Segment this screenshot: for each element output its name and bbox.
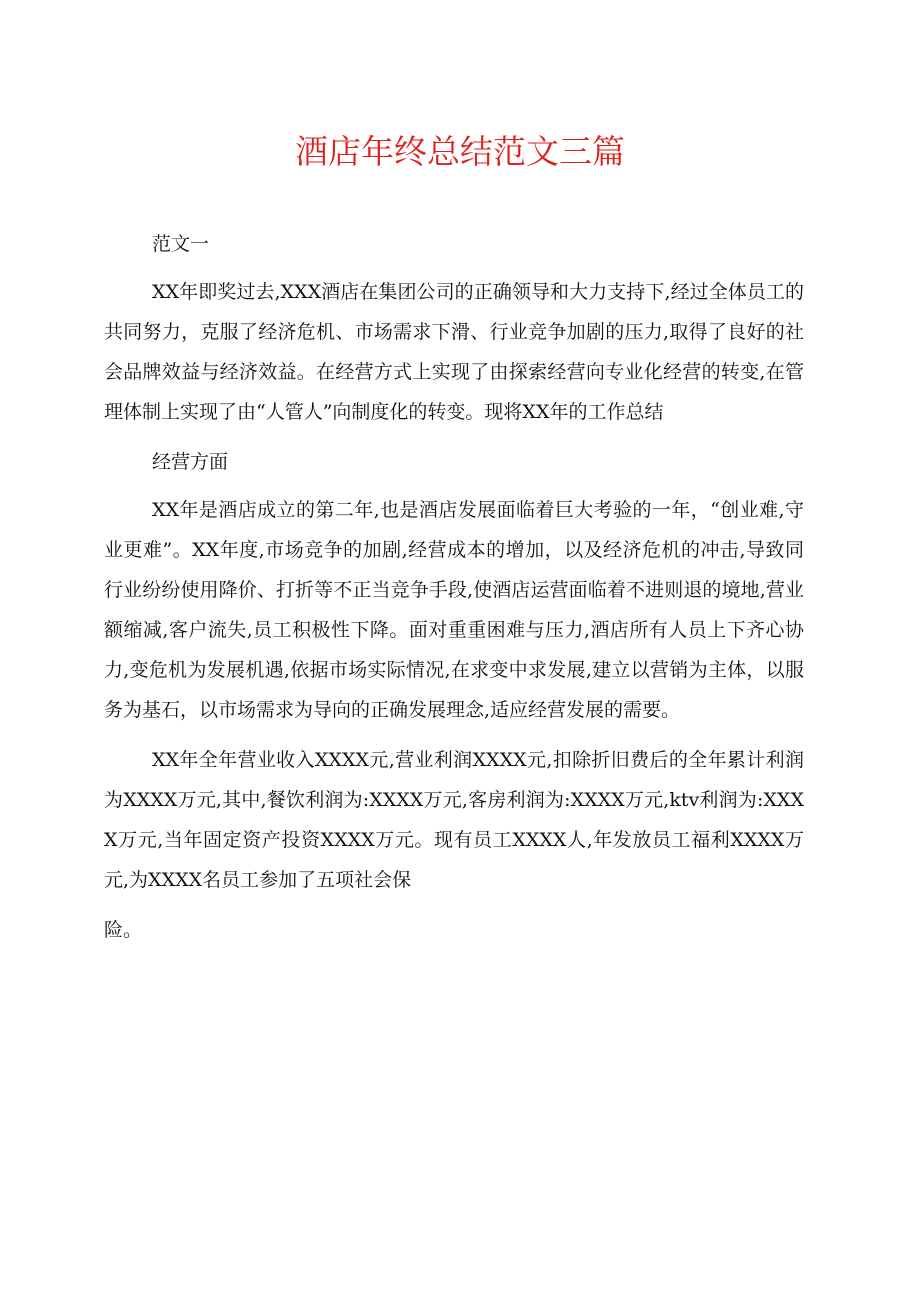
- paragraph-intro: XX年即奖过去,XXX酒店在集团公司的正确领导和大力支持下,经过全体员工的共同努力，克服了经济危机、市场需求下滑、行业竞争加剧的压力,取得了良好的社会品牌效益与经济效益。在经营方式上实现了由探索经营向专业化经营的转变,在管理体制上实现了由“人管人”向制度化的转变。现将XX年的工作总结: [104, 281, 804, 423]
- section-heading-fanwen-1: 范文一: [152, 233, 210, 255]
- paragraph-financials: XX年全年营业收入XXXX元,营业利润XXXX元,扣除折旧费后的全年累计利润为XXXX万元,其中,餐饮利润为:XXXX万元,客房利润为:XXXX万元,ktv利润为:XXXX万元,当年固定资产投资XXXX万元。现有员工XXXX人,年发放员工福利XXXX万元,为XXXX名员工参加了五项社会保: [104, 749, 804, 891]
- paragraph-operations: XX年是酒店成立的第二年,也是酒店发展面临着巨大考验的一年，“创业难,守业更难”。XX年度,市场竞争的加剧,经营成本的增加，以及经济危机的冲击,导致同行业纷纷使用降价、打折等不正当竞争手段,使酒店运营面临着不进则退的境地,营业额缩减,客户流失,员工积极性下降。面对重重困难与压力,酒店所有人员上下齐心协力,变危机为发展机遇,依据市场实际情况,在求变中求发展,建立以营销为主体，以服务为基石，以市场需求为导向的正确发展理念,适应经营发展的需要。: [104, 499, 804, 721]
- section-heading-operations: 经营方面: [152, 451, 229, 473]
- document-body: [104, 224, 804, 950]
- document-title: 酒店年终总结范文三篇: [295, 132, 625, 171]
- paragraph-financials-tail: 险。: [104, 919, 143, 941]
